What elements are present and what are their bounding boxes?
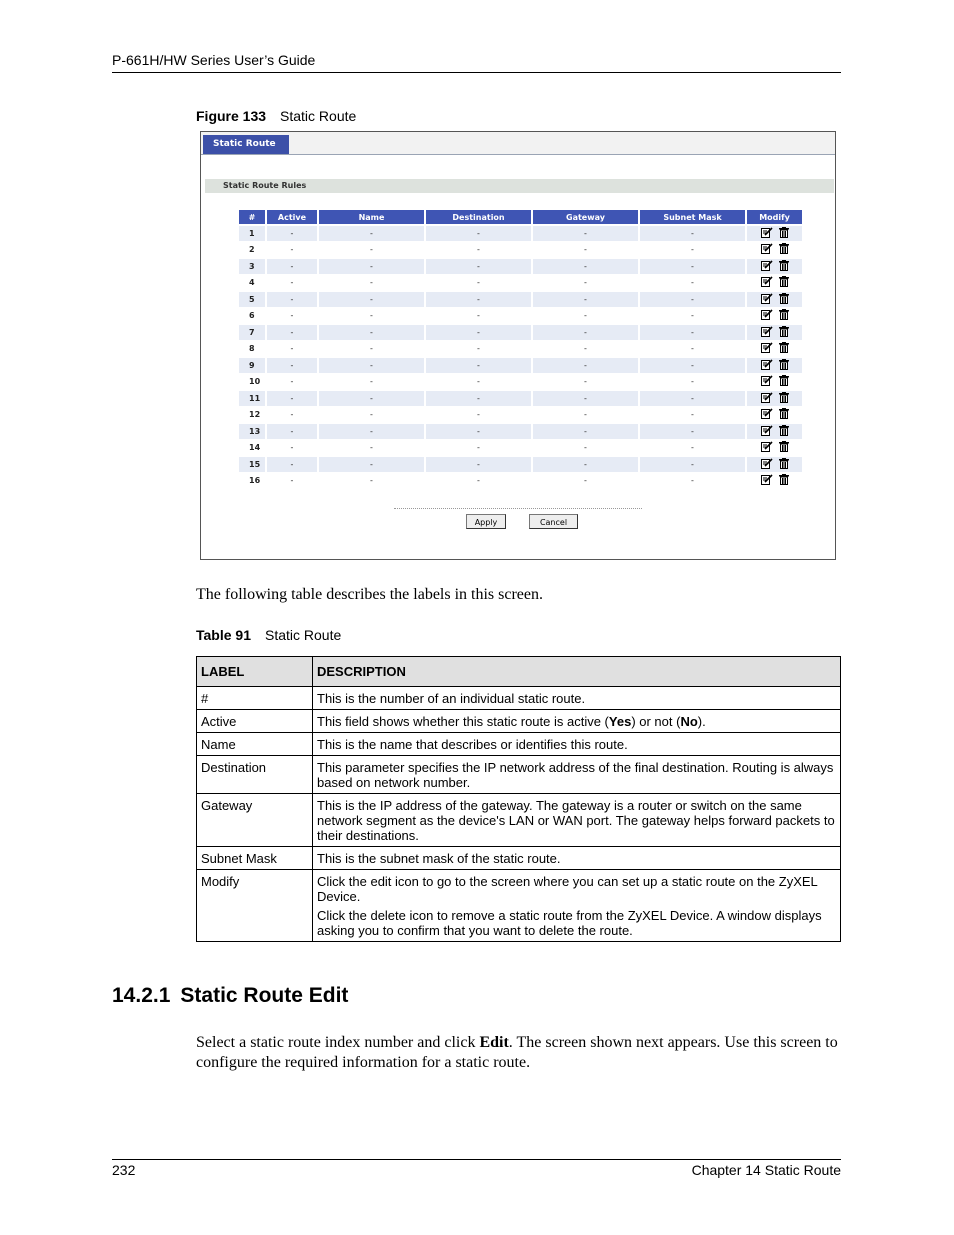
- modify-cell: [747, 226, 802, 241]
- modify-cell: [747, 292, 802, 307]
- page-number: 232: [112, 1162, 136, 1178]
- route-name: -: [370, 245, 373, 255]
- route-gateway: -: [584, 377, 587, 387]
- route-name: -: [319, 226, 424, 241]
- route-subnet-mask: -: [691, 377, 694, 387]
- route-index: 14: [249, 443, 261, 453]
- route-name: -: [319, 457, 424, 472]
- route-index: 2: [249, 245, 255, 255]
- route-gateway: -: [584, 443, 587, 453]
- route-index: 13: [239, 424, 265, 439]
- route-gateway: -: [533, 424, 638, 439]
- route-gateway: -: [533, 292, 638, 307]
- delete-icon[interactable]: [779, 359, 789, 372]
- route-destination: -: [426, 226, 531, 241]
- route-subnet-mask: -: [640, 391, 745, 406]
- table-caption: [196, 627, 341, 643]
- route-active: -: [267, 259, 317, 274]
- chapter-label: Chapter 14 Static Route: [691, 1162, 841, 1178]
- table-row: [197, 733, 841, 756]
- section-number: 14.2.1: [112, 984, 171, 1007]
- description-cell: [313, 687, 841, 710]
- table-number: Table 91: [196, 627, 251, 643]
- route-destination: -: [426, 292, 531, 307]
- route-gateway: -: [533, 358, 638, 373]
- table-row: [239, 276, 802, 291]
- route-name: -: [370, 443, 373, 453]
- edit-icon[interactable]: [761, 441, 773, 454]
- divider: [394, 508, 642, 509]
- route-active: -: [267, 358, 317, 373]
- route-index: 12: [249, 410, 261, 420]
- label-cell: #: [197, 687, 313, 710]
- route-destination: -: [426, 358, 531, 373]
- figure-number: Figure 133: [196, 108, 267, 124]
- route-destination: -: [477, 410, 480, 420]
- table-row: [197, 687, 841, 710]
- table-row: [239, 226, 802, 241]
- label-cell: Name: [197, 733, 313, 756]
- route-subnet-mask: -: [640, 292, 745, 307]
- table-row: [239, 325, 802, 340]
- table-row: [239, 441, 802, 456]
- delete-icon[interactable]: [779, 260, 789, 273]
- label-cell: Modify: [197, 870, 313, 942]
- edit-icon[interactable]: [761, 260, 773, 273]
- route-active: -: [290, 410, 294, 420]
- edit-icon[interactable]: [761, 392, 773, 405]
- table-row: [197, 710, 841, 733]
- route-subnet-mask: -: [640, 358, 745, 373]
- section-text-after: . The screen shown next appears. Use this screen to configure the required information for a static route.: [196, 1034, 838, 1071]
- figure-caption: [196, 108, 356, 124]
- route-gateway: -: [533, 259, 638, 274]
- modify-cell: [747, 457, 802, 472]
- delete-icon[interactable]: [779, 293, 789, 306]
- route-active: -: [290, 443, 294, 453]
- description-cell: [313, 733, 841, 756]
- route-subnet-mask: -: [640, 424, 745, 439]
- route-index: 9: [239, 358, 265, 373]
- section-title: Static Route Edit: [180, 984, 349, 1007]
- description-text: This field shows whether this static route is active (Yes) or not (No).: [317, 714, 706, 729]
- route-destination: -: [477, 311, 480, 321]
- delete-icon[interactable]: [779, 243, 789, 256]
- description-cell: [313, 794, 841, 847]
- edit-icon[interactable]: [761, 342, 773, 355]
- col-header-modify: Modify: [747, 210, 802, 224]
- edit-icon[interactable]: [761, 276, 773, 289]
- route-destination: -: [426, 391, 531, 406]
- route-gateway: -: [584, 278, 587, 288]
- route-index: 16: [249, 476, 261, 486]
- route-name: -: [319, 391, 424, 406]
- route-name: -: [319, 325, 424, 340]
- delete-icon[interactable]: [779, 392, 789, 405]
- delete-icon[interactable]: [779, 326, 789, 339]
- delete-icon[interactable]: [779, 441, 789, 454]
- route-active: -: [267, 226, 317, 241]
- route-name: -: [370, 311, 373, 321]
- table-row: [197, 847, 841, 870]
- tab-bar: [201, 132, 835, 155]
- description-text: This is the name that describes or identifies this route.: [317, 737, 628, 752]
- section-paragraph: [196, 1033, 841, 1073]
- route-destination: -: [426, 424, 531, 439]
- route-gateway: -: [533, 226, 638, 241]
- apply-button[interactable]: Apply: [466, 514, 506, 529]
- edit-icon[interactable]: [761, 227, 773, 240]
- static-route-screenshot: [200, 131, 836, 560]
- route-gateway: -: [533, 325, 638, 340]
- edit-icon[interactable]: [761, 408, 773, 421]
- route-subnet-mask: -: [691, 278, 694, 288]
- table-row: [239, 292, 802, 307]
- col-header-subnet-mask: Subnet Mask: [640, 210, 745, 224]
- delete-icon[interactable]: [779, 425, 789, 438]
- route-destination: -: [426, 259, 531, 274]
- col-header-destination: Destination: [426, 210, 531, 224]
- col-header-name: Name: [319, 210, 424, 224]
- table-row: [197, 794, 841, 847]
- intro-paragraph: The following table describes the labels in this screen.: [196, 586, 544, 603]
- description-text: Click the delete icon to remove a static route from the ZyXEL Device. A window displays asking you to confirm that you want to delete the route.: [317, 908, 822, 938]
- edit-icon[interactable]: [761, 309, 773, 322]
- route-index: 6: [249, 311, 255, 321]
- route-destination: -: [477, 476, 480, 486]
- route-name: -: [370, 377, 373, 387]
- edit-icon[interactable]: [761, 359, 773, 372]
- route-index: 8: [249, 344, 255, 354]
- route-name: -: [370, 476, 373, 486]
- cancel-button[interactable]: Cancel: [529, 514, 578, 529]
- route-active: -: [290, 344, 294, 354]
- route-subnet-mask: -: [691, 410, 694, 420]
- label-cell: Destination: [197, 756, 313, 794]
- table-row: [239, 358, 802, 373]
- section-heading: [112, 984, 358, 1008]
- edit-icon[interactable]: [761, 425, 773, 438]
- label-cell: Subnet Mask: [197, 847, 313, 870]
- route-active: -: [290, 278, 294, 288]
- route-index: 10: [249, 377, 261, 387]
- route-subnet-mask: -: [691, 311, 694, 321]
- description-column-header: DESCRIPTION: [313, 657, 841, 687]
- modify-cell: [747, 358, 802, 373]
- route-active: -: [290, 377, 294, 387]
- description-text: This parameter specifies the IP network address of the final destination. Routing is always based on network number.: [317, 760, 834, 790]
- edit-icon[interactable]: [761, 458, 773, 471]
- edit-icon[interactable]: [761, 326, 773, 339]
- label-cell: Gateway: [197, 794, 313, 847]
- route-destination: -: [477, 278, 480, 288]
- edit-icon[interactable]: [761, 375, 773, 388]
- table-row: [239, 342, 802, 357]
- description-text: This is the number of an individual static route.: [317, 691, 586, 706]
- route-destination: -: [477, 377, 480, 387]
- route-gateway: -: [533, 391, 638, 406]
- edit-icon[interactable]: [761, 243, 773, 256]
- label-cell: Active: [197, 710, 313, 733]
- route-name: -: [370, 344, 373, 354]
- modify-cell: [747, 243, 802, 258]
- description-text: This is the subnet mask of the static route.: [317, 851, 561, 866]
- route-gateway: -: [584, 410, 587, 420]
- description-text: Click the edit icon to go to the screen where you can set up a static route on the ZyXEL Device.: [317, 874, 818, 904]
- route-gateway: -: [584, 476, 587, 486]
- route-name: -: [370, 278, 373, 288]
- route-active: -: [267, 325, 317, 340]
- route-name: -: [319, 358, 424, 373]
- table-title: Static Route: [265, 627, 342, 643]
- modify-cell: [747, 474, 802, 489]
- delete-icon[interactable]: [779, 375, 789, 388]
- modify-cell: [747, 441, 802, 456]
- route-active: -: [290, 476, 294, 486]
- route-subnet-mask: -: [640, 325, 745, 340]
- modify-cell: [747, 424, 802, 439]
- footer-rule: [112, 1159, 841, 1160]
- modify-cell: [747, 325, 802, 340]
- description-cell: [313, 847, 841, 870]
- delete-icon[interactable]: [779, 458, 789, 471]
- route-rows: [239, 226, 802, 488]
- delete-icon[interactable]: [779, 276, 789, 289]
- header-rule: [112, 72, 841, 73]
- edit-icon[interactable]: [761, 474, 773, 487]
- delete-icon[interactable]: [779, 309, 789, 322]
- tab-static-route[interactable]: Static Route: [203, 135, 289, 154]
- modify-cell: [747, 259, 802, 274]
- table-row: [239, 259, 802, 274]
- description-cell: [313, 870, 841, 942]
- delete-icon[interactable]: [779, 474, 789, 487]
- route-subnet-mask: -: [691, 344, 694, 354]
- route-index: 3: [239, 259, 265, 274]
- delete-icon[interactable]: [779, 227, 789, 240]
- route-subnet-mask: -: [640, 226, 745, 241]
- description-text: This is the IP address of the gateway. The gateway is a router or switch on the same network segment as the device's LAN or WAN port. The gateway helps forward packets to their destinations.: [317, 798, 835, 843]
- route-destination: -: [477, 245, 480, 255]
- modify-cell: [747, 391, 802, 406]
- table-row: [239, 375, 802, 390]
- route-active: -: [290, 311, 294, 321]
- description-cell: [313, 710, 841, 733]
- description-rows: [197, 687, 841, 942]
- section-title-bar: Static Route Rules: [205, 179, 834, 193]
- route-index: 5: [239, 292, 265, 307]
- description-cell: [313, 756, 841, 794]
- route-name: -: [319, 424, 424, 439]
- route-active: -: [290, 245, 294, 255]
- delete-icon[interactable]: [779, 408, 789, 421]
- col-header-active: Active: [267, 210, 317, 224]
- section-text-before: Select a static route index number and click: [196, 1034, 480, 1051]
- route-gateway: -: [584, 245, 587, 255]
- table-row: [239, 309, 802, 324]
- modify-cell: [747, 342, 802, 357]
- route-active: -: [267, 391, 317, 406]
- route-destination: -: [426, 457, 531, 472]
- static-route-table: [237, 208, 804, 490]
- route-name: -: [319, 292, 424, 307]
- route-destination: -: [477, 443, 480, 453]
- modify-cell: [747, 276, 802, 291]
- section-text-bold: Edit: [479, 1034, 509, 1051]
- modify-cell: [747, 309, 802, 324]
- route-index: 15: [239, 457, 265, 472]
- table-row: [239, 391, 802, 406]
- route-subnet-mask: -: [691, 476, 694, 486]
- route-name: -: [319, 259, 424, 274]
- route-active: -: [267, 292, 317, 307]
- route-destination: -: [426, 325, 531, 340]
- route-subnet-mask: -: [691, 245, 694, 255]
- route-gateway: -: [584, 344, 587, 354]
- modify-cell: [747, 408, 802, 423]
- table-row: [197, 756, 841, 794]
- route-gateway: -: [533, 457, 638, 472]
- figure-title: Static Route: [280, 108, 357, 124]
- route-index: 1: [239, 226, 265, 241]
- delete-icon[interactable]: [779, 342, 789, 355]
- running-header: P-661H/HW Series User’s Guide: [112, 52, 316, 68]
- route-active: -: [267, 424, 317, 439]
- table-row: [239, 474, 802, 489]
- route-subnet-mask: -: [640, 457, 745, 472]
- label-column-header: LABEL: [197, 657, 313, 687]
- col-header-gateway: Gateway: [533, 210, 638, 224]
- route-gateway: -: [584, 311, 587, 321]
- edit-icon[interactable]: [761, 293, 773, 306]
- table-row: [239, 243, 802, 258]
- table-row: [239, 408, 802, 423]
- route-name: -: [370, 410, 373, 420]
- col-header-number: #: [239, 210, 265, 224]
- route-index: 4: [249, 278, 255, 288]
- modify-cell: [747, 375, 802, 390]
- route-active: -: [267, 457, 317, 472]
- route-subnet-mask: -: [640, 259, 745, 274]
- description-table: [196, 656, 841, 942]
- route-destination: -: [477, 344, 480, 354]
- route-index: 11: [239, 391, 265, 406]
- route-index: 7: [239, 325, 265, 340]
- route-subnet-mask: -: [691, 443, 694, 453]
- table-row: [239, 424, 802, 439]
- table-row: [239, 457, 802, 472]
- table-row: [197, 870, 841, 942]
